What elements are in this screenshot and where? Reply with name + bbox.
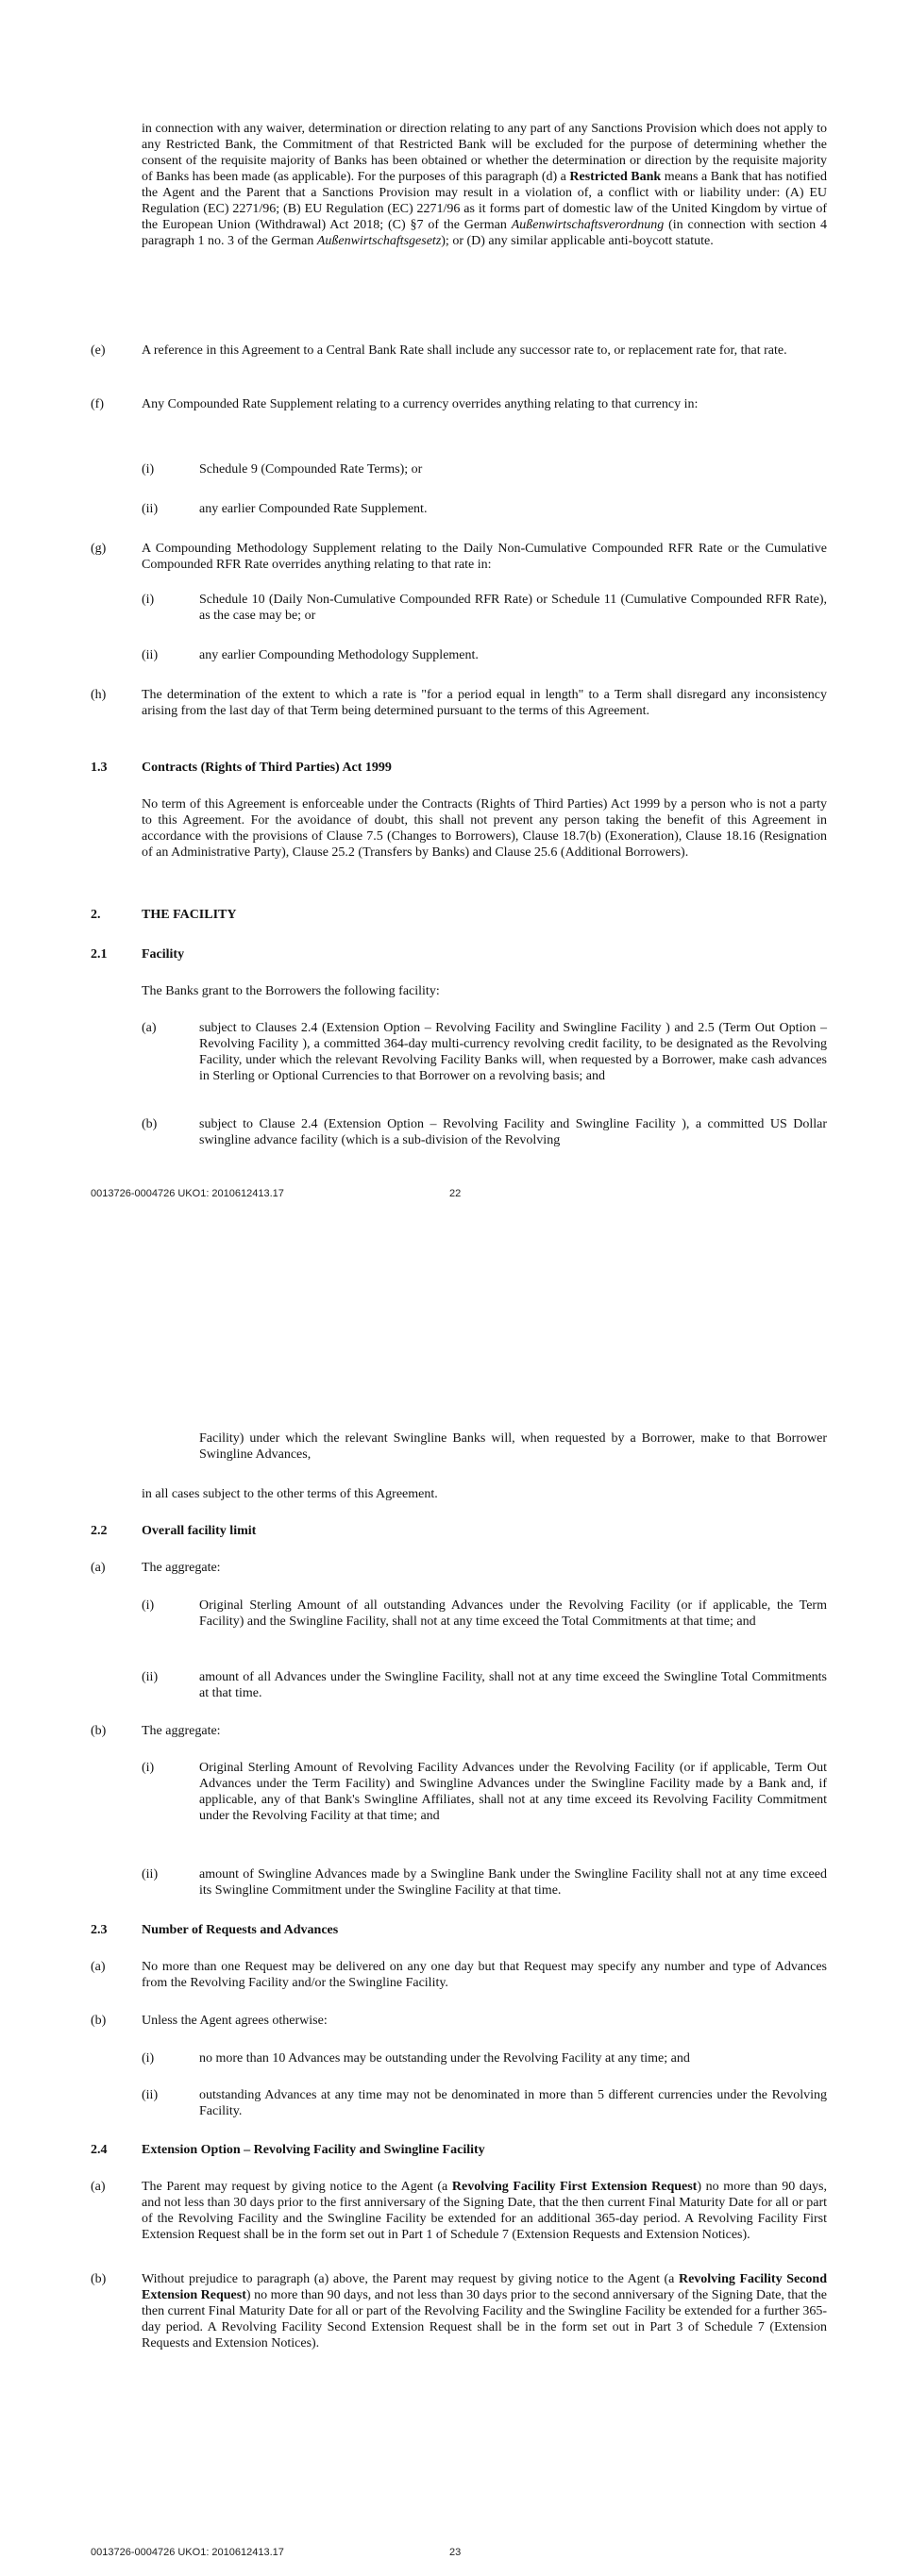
section-2-2-a-i-label: (i) [142, 1598, 155, 1613]
section-2-3-b-i-label: (i) [142, 2051, 155, 2066]
section-2-2-b-text: The aggregate: [142, 1724, 221, 1738]
section-1-3-body [142, 796, 827, 861]
item-g-i-label: (i) [142, 593, 155, 607]
section-2-3-b-ii [199, 2087, 827, 2119]
section-2-3-b [142, 2013, 827, 2029]
section-2-4-a-label: (a) [91, 2180, 106, 2194]
sanctions-paragraph-continuation [142, 121, 827, 249]
section-2-3-b-i-text: no more than 10 Advances may be outstanding under the Revolving Facility at any time; and [199, 2051, 690, 2066]
section-2-number: 2. [91, 908, 101, 922]
section-2-1-b-label: (b) [142, 1117, 158, 1131]
section-2-2-a-text: The aggregate: [142, 1561, 221, 1575]
item-g-ii-label: (ii) [142, 648, 159, 662]
section-2-2-b-ii-label: (ii) [142, 1867, 159, 1882]
section-1-3-text: No term of this Agreement is enforceable under the Contracts (Rights of Third Parties) Act 1999 by a person who is not a party to this Agreement. For the avoidance of doubt, this shall not prevent any person taking the benefit of this Agreement in accordance with the provisions of Clause 7.5 (Changes to Borrowers), Clause 18.7(b) (Exoneration), Clause 18.16 (Resignation of an Administrative Party), Clause 25.2 (Transfers by Banks) and Clause 25.6 (Additional Borrowers). [142, 797, 827, 860]
section-1-3-number: 1.3 [91, 761, 108, 775]
section-2-2-b [142, 1723, 827, 1739]
facility-b-continuation [199, 1430, 827, 1463]
section-2-2-a-ii-text: amount of all Advances under the Swingline Facility, shall not at any time exceed the Swingline Total Commitments at that time. [199, 1670, 827, 1700]
all-cases-text: in all cases subject to the other terms of this Agreement. [142, 1487, 438, 1501]
section-2-1-b [199, 1116, 827, 1148]
section-2-3-b-i [199, 2050, 827, 2066]
intro-text-2: means a Bank that has notified the Agent and the Parent that a Sanctions Provision may result in a violation of, a conflict with or liability under: (A) EU Regulation (EC) 2271/96; (B) EU Regulation (EC) 2271/96 as it forms part of domestic law of the United Kingdom by virtue of the European Union (Withdrawal) Act 2018; (C) §7 of the German [142, 170, 827, 232]
section-2-title: THE FACILITY [142, 908, 237, 922]
page-23 [0, 1359, 910, 2576]
page-number: 23 [449, 2547, 462, 2558]
item-f-text: Any Compounded Rate Supplement relating to a currency overrides anything relating to that currency in: [142, 397, 699, 411]
item-f-ii [199, 501, 827, 517]
section-2-3-number: 2.3 [91, 1923, 108, 1937]
section-2-2-b-ii [199, 1866, 827, 1899]
item-g-ii-text: any earlier Compounding Methodology Supplement. [199, 648, 479, 662]
defined-term-restricted-bank: Restricted Bank [569, 170, 662, 184]
defined-term-second-extension-request: Revolving Facility Second Extension Request [142, 2272, 827, 2302]
section-2-2-a-ii-label: (ii) [142, 1670, 159, 1684]
item-e [142, 343, 827, 359]
section-2-3-b-text: Unless the Agent agrees otherwise: [142, 2014, 328, 2028]
section-2-1-a [199, 1020, 827, 1084]
section-2-4-a-text-1: The Parent may request by giving notice to the Agent (a [142, 2180, 452, 2194]
footer-reference: 0013726-0004726 UKO1: 2010612413.17 [91, 2547, 284, 2558]
item-e-label: (e) [91, 343, 106, 358]
section-2-2-b-i-text: Original Sterling Amount of Revolving Facility Advances under the Revolving Facility (or if applicable, Term Out Advances under the Term Facility) and Swingline Advances under the Swingline Facility made by a Bank and, if applicable, any of that Bank's Swingline Affiliates, shall not at any time exceed its Revolving Facility Commitment under the Revolving Facility at that time; and [199, 1761, 827, 1823]
page-number: 22 [449, 1188, 462, 1199]
item-e-text: A reference in this Agreement to a Central Bank Rate shall include any successor rate to, or replacement rate for, that rate. [142, 343, 787, 358]
item-f-ii-label: (ii) [142, 502, 159, 516]
section-2-3-a-label: (a) [91, 1960, 106, 1974]
section-2-2-a-label: (a) [91, 1561, 106, 1575]
section-2-2-b-i [199, 1760, 827, 1824]
section-2-2-b-i-label: (i) [142, 1761, 155, 1775]
section-2-4-a-text-2: ) no more than 90 days, and not less than 30 days prior to the first anniversary of the Signing Date, that the then current Final Maturity Date for all or part of the Revolving Facility and the Swingline Facility be extended for an additional 365-day period. A Revolving Facility First Extension Request shall be in the form set out in Part 1 of Schedule 7 (Extension Requests and Extension Notices). [142, 2180, 827, 2242]
item-f-i-label: (i) [142, 462, 155, 477]
section-2-3-a [142, 1959, 827, 1991]
section-2-4-b-text-1: Without prejudice to paragraph (a) above, the Parent may request by giving notice to the Agent (a [142, 2272, 679, 2286]
section-1-3-title: Contracts (Rights of Third Parties) Act 1999 [142, 761, 392, 775]
section-2-2-a-i [199, 1597, 827, 1630]
section-2-3-b-ii-label: (ii) [142, 2088, 159, 2102]
section-2-2-a [142, 1560, 827, 1576]
section-2-3-a-text: No more than one Request may be delivered on any one day but that Request may specify any number and type of Advances from the Revolving Facility and/or the Swingline Facility. [142, 1960, 827, 1990]
section-2-1-a-text: subject to Clauses 2.4 (Extension Option – Revolving Facility and Swingline Facility ) and 2.5 (Term Out Option – Revolving Facility ), a committed 364-day multi-currency revolving credit facility, to be designated as the Revolving Facility, under which the relevant Revolving Facility Banks will, when requested by a Borrower, make cash advances in Sterling or Optional Currencies to that Borrower on a revolving basis; and [199, 1021, 827, 1083]
section-2-1-title: Facility [142, 947, 185, 962]
all-cases-clause [142, 1486, 827, 1502]
intro-text-3: (in connection with section 4 paragraph 1 no. 3 of the German [142, 218, 827, 248]
section-2-2-b-ii-text: amount of Swingline Advances made by a Swingline Bank under the Swingline Facility shall not at any time exceed its Swingline Commitment under the Swingline Facility at that time. [199, 1867, 827, 1898]
section-2-2-number: 2.2 [91, 1524, 108, 1538]
intro-italic-2: Außenwirtschaftsgesetz [316, 234, 442, 248]
section-2-3-b-label: (b) [91, 2014, 107, 2028]
intro-text-1: in connection with any waiver, determination or direction relating to any part of any Sanctions Provision which does not apply to any Restricted Bank, the Commitment of that Restricted Bank will be excluded for the purpose of determining whether the consent of the requisite majority of Banks has been obtained or whether the determination or direction by the requisite majority of Banks has been made (as applicable). For the purposes of this paragraph (d) a [142, 122, 827, 184]
section-2-3-title: Number of Requests and Advances [142, 1923, 339, 1937]
section-2-2-a-ii [199, 1669, 827, 1701]
section-2-4-b-text-2: ) no more than 90 days, and not less than 30 days prior to the second anniversary of the Signing Date, that the then current Final Maturity Date for all or part of the Revolving Facility and the Swingline Facility be extended for a further 365-day period. A Revolving Facility Second Extension Request shall be in the form set out in Part 3 of Schedule 7 (Extension Requests and Extension Notices). [142, 2288, 827, 2350]
section-2-2-b-label: (b) [91, 1724, 107, 1738]
item-g-i [199, 592, 827, 624]
section-2-3-b-ii-text: outstanding Advances at any time may not be denominated in more than 5 different currencies under the Revolving Facility. [199, 2088, 827, 2118]
item-g-ii [199, 647, 827, 663]
page-22 [0, 0, 910, 1217]
item-h [142, 687, 827, 719]
section-2-1-number: 2.1 [91, 947, 108, 962]
page-break [0, 1217, 910, 1359]
intro-italic-1: Außenwirtschaftsverordnung [511, 218, 665, 232]
item-g [142, 541, 827, 573]
section-2-4-title: Extension Option – Revolving Facility and Swingline Facility [142, 2143, 485, 2157]
intro-text-4: ); or (D) any similar applicable anti-boycott statute. [441, 234, 714, 248]
facility-b-continuation-text: Facility) under which the relevant Swingline Banks will, when requested by a Borrower, make to that Borrower Swingline Advances, [199, 1431, 827, 1462]
section-2-4-b-label: (b) [91, 2272, 107, 2286]
item-g-text: A Compounding Methodology Supplement relating to the Daily Non-Cumulative Compounded RFR Rate or the Cumulative Compounded RFR Rate overrides anything relating to that rate in: [142, 542, 827, 572]
section-2-1-a-label: (a) [142, 1021, 157, 1035]
section-2-1-intro [142, 983, 827, 999]
section-2-4-a [142, 2179, 827, 2243]
item-h-text: The determination of the extent to which a rate is "for a period equal in length" to a Term shall disregard any inconsistency arising from the last day of that Term being determined pursuant to the terms of this Agreement. [142, 688, 827, 718]
section-2-2-a-i-text: Original Sterling Amount of all outstanding Advances under the Revolving Facility (or if applicable, the Term Facility) and the Swingline Facility, shall not at any time exceed the Total Commitments at that time; and [199, 1598, 827, 1629]
item-h-label: (h) [91, 688, 107, 702]
item-g-i-text: Schedule 10 (Daily Non-Cumulative Compounded RFR Rate) or Schedule 11 (Cumulative Compounded RFR Rate), as the case may be; or [199, 593, 827, 623]
item-f-i-text: Schedule 9 (Compounded Rate Terms); or [199, 462, 423, 477]
section-2-1-b-text: subject to Clause 2.4 (Extension Option – Revolving Facility and Swingline Facility ), a committed US Dollar swingline advance facility (which is a sub-division of the Revolving [199, 1117, 827, 1147]
item-f-i [199, 461, 827, 477]
defined-term-first-extension-request: Revolving Facility First Extension Request [451, 2180, 698, 2194]
item-f [142, 396, 827, 412]
section-2-4-b [142, 2271, 827, 2351]
footer-reference: 0013726-0004726 UKO1: 2010612413.17 [91, 1188, 284, 1199]
item-f-ii-text: any earlier Compounded Rate Supplement. [199, 502, 428, 516]
section-2-4-number: 2.4 [91, 2143, 108, 2157]
section-2-2-title: Overall facility limit [142, 1524, 257, 1538]
item-g-label: (g) [91, 542, 107, 556]
section-2-1-intro-text: The Banks grant to the Borrowers the following facility: [142, 984, 440, 998]
item-f-label: (f) [91, 397, 104, 411]
